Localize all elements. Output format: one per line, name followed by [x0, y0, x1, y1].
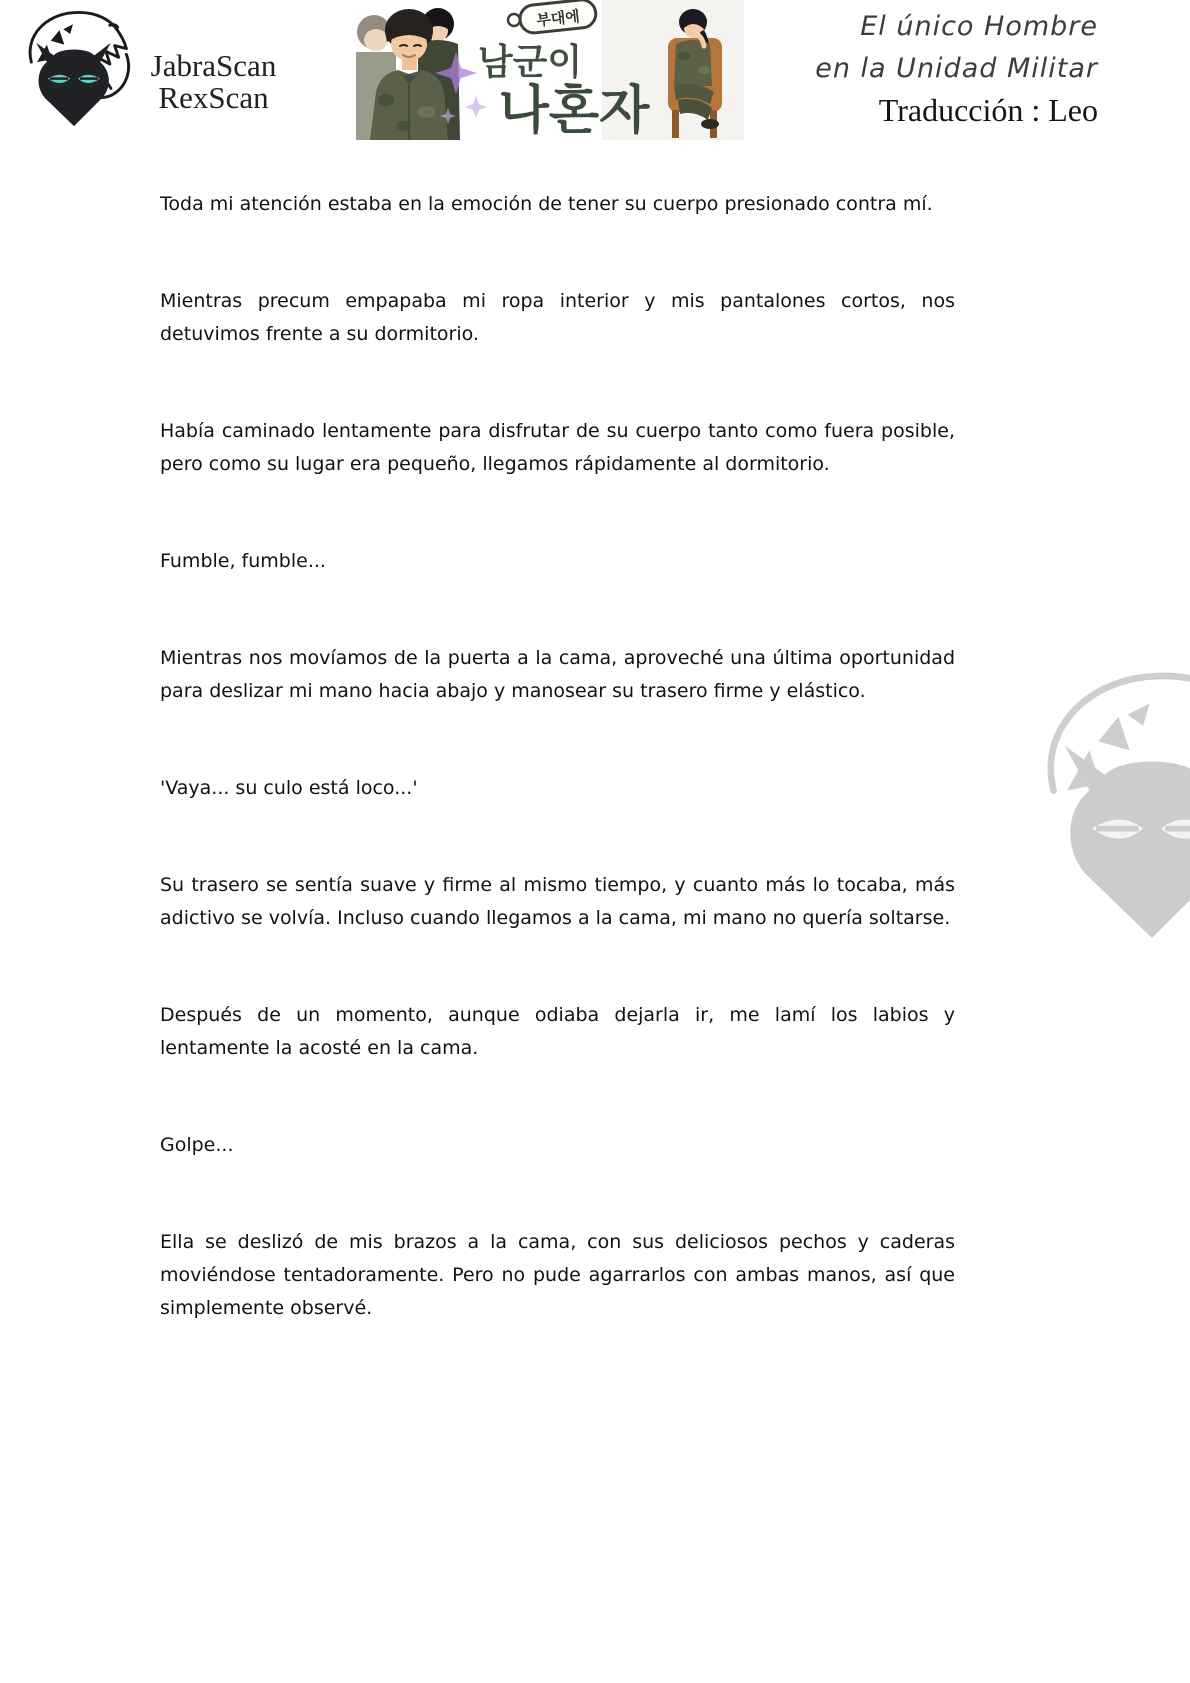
watermark-trex-logo-icon [1002, 652, 1190, 947]
dog-tag-text: 부대에 [535, 7, 581, 30]
scan-group-name-line2: RexScan [158, 80, 269, 115]
paragraph: Su trasero se sentía suave y firme al mismo tiempo, y cuanto más lo tocaba, más adictivo se volvía. Incluso cuando llegamos a la cama, mi mano no quería soltarse. [160, 874, 955, 929]
scan-group-name-line1: JabraScan [150, 48, 277, 83]
series-title-line2: en la Unidad Militar [815, 53, 1098, 84]
paragraph: Ella se deslizó de mis brazos a la cama, con sus deliciosos pechos y caderas moviéndose tentadoramente. Pero no pude agarrarlos con ambas manos, así que simplemente observé. [160, 1231, 955, 1319]
paragraph: Fumble, fumble... [160, 550, 326, 572]
scan-group-name [126, 50, 301, 114]
paragraph: Después de un momento, aunque odiaba dejarla ir, me lamí los labios y lentamente la acosté en la cama. [160, 1004, 955, 1059]
paragraph: Toda mi atención estaba en la emoción de tener su cuerpo presionado contra mí. [160, 193, 933, 215]
paragraph: Mientras nos movíamos de la puerta a la cama, aproveché una última oportunidad para deslizar mi mano hacia abajo y manosear su trasero firme y elástico. [160, 647, 955, 702]
series-title-line1: El único Hombre [860, 11, 1098, 42]
page-header [0, 0, 1190, 140]
trex-mask-logo-icon [8, 2, 140, 130]
series-title-block [678, 6, 1098, 130]
translator-credit: Traducción : Leo [878, 92, 1098, 128]
document-text [160, 188, 955, 1325]
paragraph: 'Vaya... su culo está loco...' [160, 777, 418, 799]
cover-title-korean-line2: 나혼자 [498, 81, 650, 140]
paragraph: Había caminado lentamente para disfrutar de su cuerpo tanto como fuera posible, pero como su lugar era pequeño, llegamos rápidamente al dormitorio. [160, 420, 955, 475]
paragraph: Mientras precum empapaba mi ropa interior y mis pantalones cortos, nos detuvimos frente a su dormitorio. [160, 290, 955, 345]
scan-group-logo [8, 2, 308, 134]
cover-title-korean-line1: 남군이 [477, 42, 583, 83]
paragraph: Golpe... [160, 1134, 234, 1156]
